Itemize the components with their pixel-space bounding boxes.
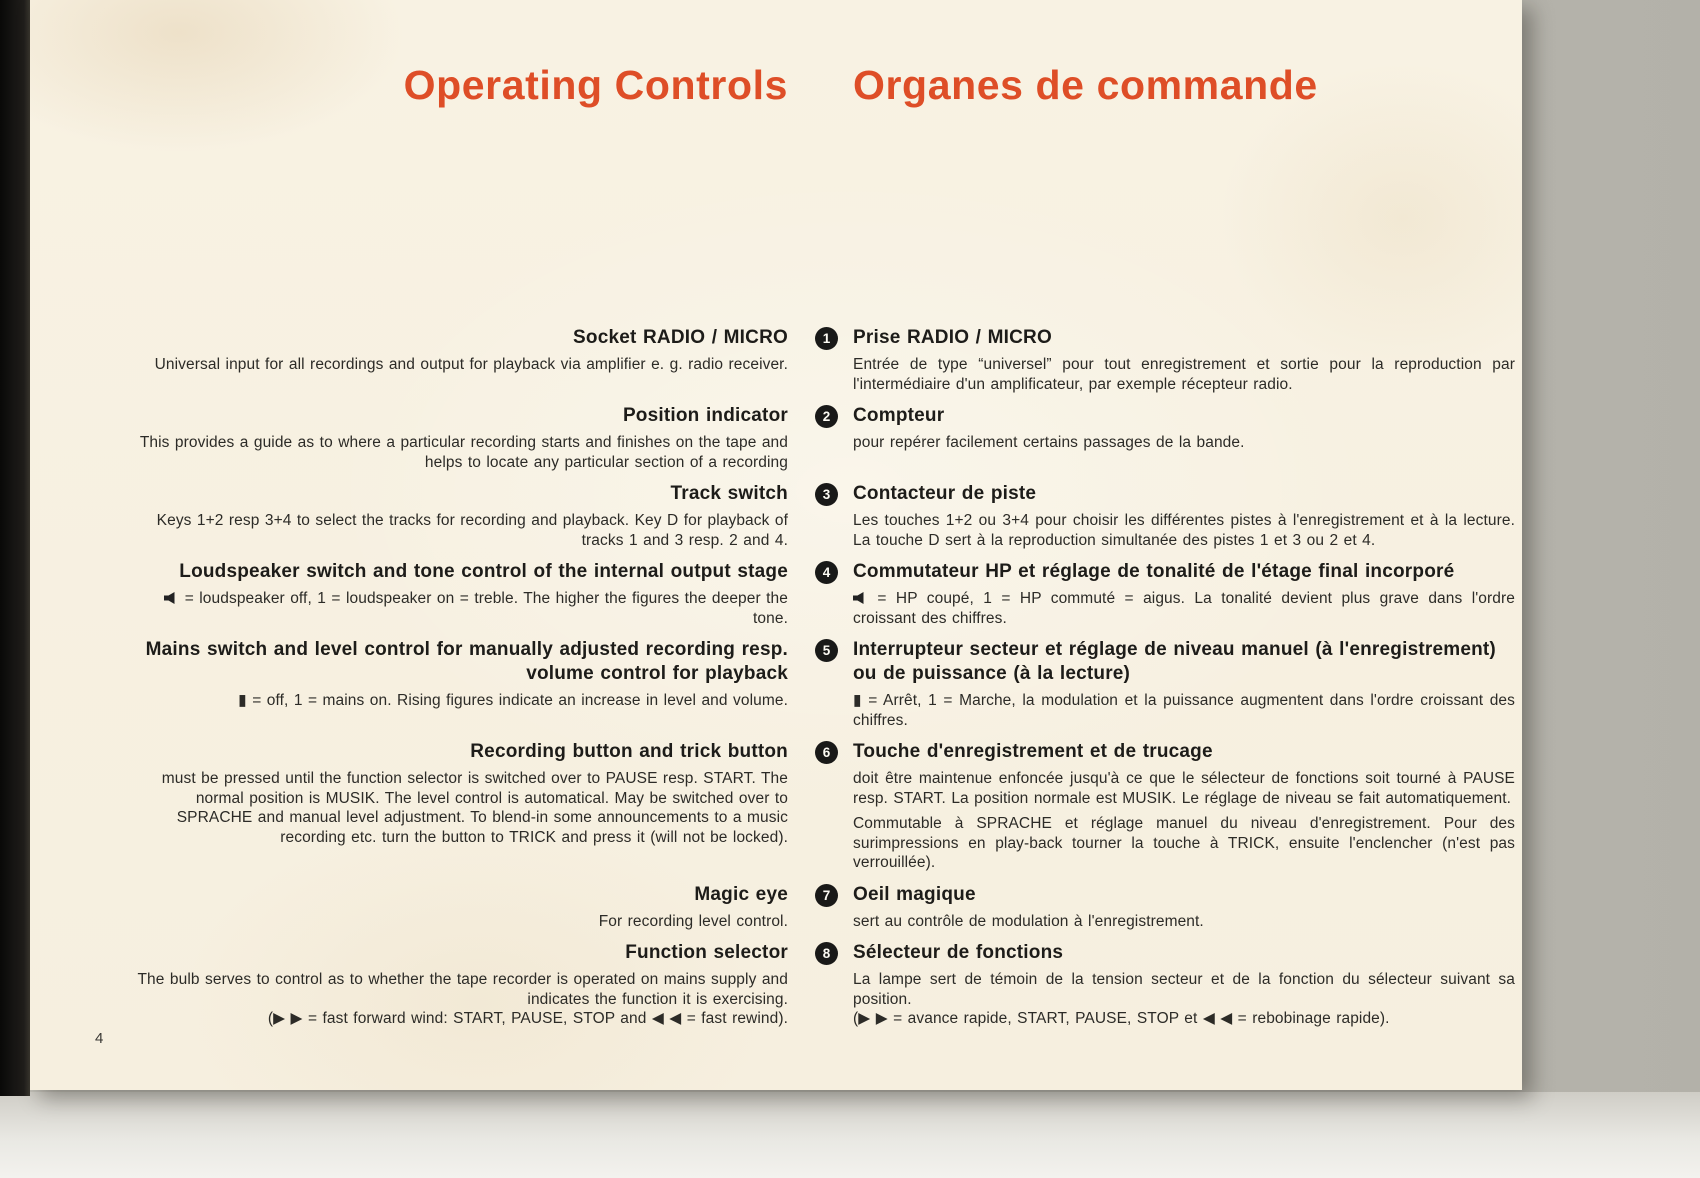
section-4-english [130, 560, 788, 628]
section-6-number-badge: 6 [815, 741, 838, 764]
section-2-en-heading: Position indicator [622, 405, 788, 426]
section-6-en-body: must be pressed until the function selector is switched over to PAUSE resp. START. The normal position is MUSIK. The level control is automatical. May be switched over to SPRACHE and manual level adjustment. To blend-in some announcements to a music recording etc. turn the button to TRICK and press it (will not be locked). [161, 770, 788, 846]
scanner-background-bottom [0, 1092, 1700, 1178]
section-6-french [815, 740, 1515, 873]
section-7-fr-body: sert au contrôle de modulation à l'enregistrement. [853, 912, 1204, 930]
section-6-english [130, 740, 788, 873]
section-3-en-body: Keys 1+2 resp 3+4 to select the tracks for recording and playback. Key D for playback of tracks 1 and 3 resp. 2 and 4. [156, 512, 788, 549]
section-4-en-heading: Loudspeaker switch and tone control of the internal output stage [179, 561, 788, 582]
section-5-english [130, 638, 788, 730]
section-1-fr-heading: Prise RADIO / MICRO [853, 327, 1052, 348]
section-5-en-heading: Mains switch and level control for manually adjusted recording resp. volume control for playback [145, 639, 788, 684]
page-title-french: Organes de commande [853, 62, 1318, 108]
page-title-english: Operating Controls [403, 62, 788, 108]
section-8-english [130, 941, 788, 1029]
section-6-fr-heading: Touche d'enregistrement et de trucage [853, 741, 1213, 762]
page-titles [130, 62, 1515, 109]
speaker-icon [853, 590, 868, 607]
section-1-number-badge: 1 [815, 327, 838, 350]
section-3-number-badge: 3 [815, 483, 838, 506]
section-7-french [815, 883, 1515, 932]
section-2-english [130, 404, 788, 472]
section-6-fr-body-2: Commutable à SPRACHE et réglage manuel du niveau d'enregistrement. Pour des surimpressions en play-back tourner la touche à TRICK, ensuite l'enclencher (n'est pas verrouillée). [853, 815, 1515, 871]
section-2-fr-heading: Compteur [853, 405, 945, 426]
section-8-en-body-2: (▶ ▶ = fast forward wind: START, PAUSE, STOP and ◀ ◀ = fast rewind). [267, 1010, 788, 1027]
section-7-en-body: For recording level control. [598, 912, 788, 930]
section-3-french [815, 482, 1515, 550]
section-1-english [130, 326, 788, 394]
section-5-fr-body: ▮ = Arrêt, 1 = Marche, la modulation et la puissance augmentent dans l'ordre croissant des chiffres. [853, 692, 1515, 729]
section-6-fr-body: doit être maintenue enfoncée jusqu'à ce que le sélecteur de fonctions soit tourné à PAUSE resp. START. La position normale est MUSIK. Le réglage de niveau se fait automatiquement. [853, 770, 1515, 807]
section-4-en-body-text: = loudspeaker off, 1 = loudspeaker on = treble. The higher the figures the deeper the tone. [184, 590, 788, 627]
section-7-en-heading: Magic eye [694, 883, 788, 905]
section-8-fr-heading: Sélecteur de fonctions [853, 942, 1064, 963]
speaker-icon [164, 590, 179, 607]
section-2-en-body: This provides a guide as to where a particular recording starts and finishes on the tape and helps to locate any particular section of a recording [139, 434, 788, 471]
section-1-en-heading: Socket RADIO / MICRO [573, 327, 788, 348]
section-1-fr-body: Entrée de type “universel” pour tout enregistrement et sortie pour la reproduction par l'intermédiaire d'un amplificateur, par exemple récepteur radio. [853, 356, 1515, 393]
section-4-fr-body [853, 589, 1515, 628]
sections-grid [130, 326, 1515, 1029]
section-7-fr-heading: Oeil magique [853, 883, 976, 905]
section-1-french [815, 326, 1515, 394]
section-2-french [815, 404, 1515, 472]
section-2-fr-body: pour repérer facilement certains passages de la bande. [853, 434, 1245, 451]
section-4-fr-heading: Commutateur HP et réglage de tonalité de l'étage final incorporé [853, 561, 1455, 582]
section-8-french [815, 941, 1515, 1029]
section-4-en-body [130, 589, 788, 628]
section-5-en-body: ▮ = off, 1 = mains on. Rising figures indicate an increase in level and volume. [238, 692, 788, 709]
section-3-english [130, 482, 788, 550]
section-2-number-badge: 2 [815, 405, 838, 428]
section-3-fr-body: Les touches 1+2 ou 3+4 pour choisir les différentes pistes à l'enregistrement et à la lecture. La touche D sert à la reproduction simultanée des pistes 1 et 3 ou 2 et 4. [853, 512, 1515, 549]
section-8-en-body: The bulb serves to control as to whether the tape recorder is operated on mains supply and indicates the function it is exercising. [137, 971, 788, 1008]
section-7-number-badge: 7 [815, 884, 838, 907]
section-5-french [815, 638, 1515, 730]
section-4-fr-body-text: = HP coupé, 1 = HP commuté = aigus. La tonalité devient plus grave dans l'ordre croissant des chiffres. [853, 590, 1515, 627]
section-8-number-badge: 8 [815, 942, 838, 965]
book-spine-edge [0, 0, 30, 1096]
section-4-french [815, 560, 1515, 628]
section-6-en-heading: Recording button and trick button [470, 741, 788, 762]
section-5-number-badge: 5 [815, 639, 838, 662]
section-8-fr-body: La lampe sert de témoin de la tension secteur et de la fonction du sélecteur suivant sa position. [853, 971, 1515, 1008]
section-5-fr-heading: Interrupteur secteur et réglage de niveau manuel (à l'enregistrement) ou de puissance (à la lecture) [853, 639, 1496, 684]
section-8-en-heading: Function selector [625, 942, 788, 963]
section-3-en-heading: Track switch [670, 483, 788, 504]
section-4-number-badge: 4 [815, 561, 838, 584]
section-1-en-body: Universal input for all recordings and output for playback via amplifier e. g. radio receiver. [154, 356, 788, 373]
section-8-fr-body-2: (▶ ▶ = avance rapide, START, PAUSE, STOP et ◀ ◀ = rebobinage rapide). [853, 1010, 1390, 1027]
section-3-fr-heading: Contacteur de piste [853, 483, 1037, 504]
page-number: 4 [95, 1030, 104, 1047]
manual-page [30, 0, 1522, 1090]
section-7-english [130, 883, 788, 932]
